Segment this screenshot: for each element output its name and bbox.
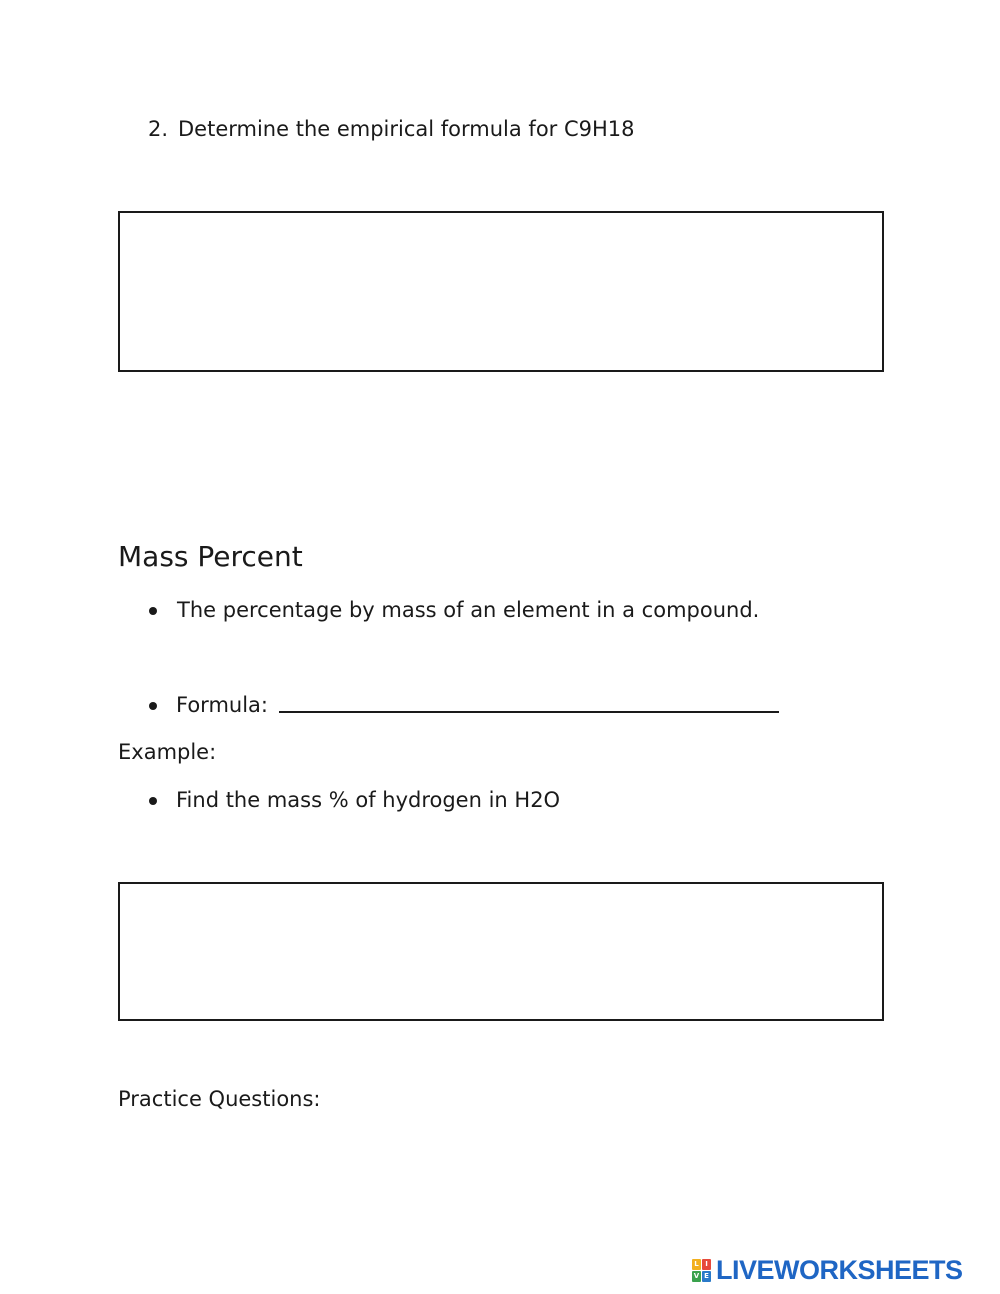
example-question-text: Find the mass % of hydrogen in H2O <box>176 788 561 812</box>
logo-text: LIVEWORKSHEETS <box>716 1255 963 1285</box>
practice-questions-label: Practice Questions: <box>118 1087 321 1111</box>
bullet-icon <box>149 797 157 805</box>
answer-box-mass-percent[interactable] <box>118 882 884 1021</box>
question-text: Determine the empirical formula for C9H18 <box>178 117 635 141</box>
question-2 <box>148 116 635 142</box>
example-label: Example: <box>118 740 217 764</box>
formula-label: Formula: <box>176 693 268 717</box>
question-number: 2. <box>148 117 169 141</box>
liveworksheets-logo <box>692 1255 963 1286</box>
answer-box-empirical-formula[interactable] <box>118 211 884 372</box>
bullet-icon <box>149 607 157 615</box>
section-heading-mass-percent: Mass Percent <box>118 540 303 573</box>
liveworksheets-mark-icon: L I V E <box>692 1259 712 1283</box>
definition-text: The percentage by mass of an element in a compound. <box>177 598 760 622</box>
formula-blank-line[interactable] <box>279 711 779 713</box>
bullet-icon <box>149 702 157 710</box>
